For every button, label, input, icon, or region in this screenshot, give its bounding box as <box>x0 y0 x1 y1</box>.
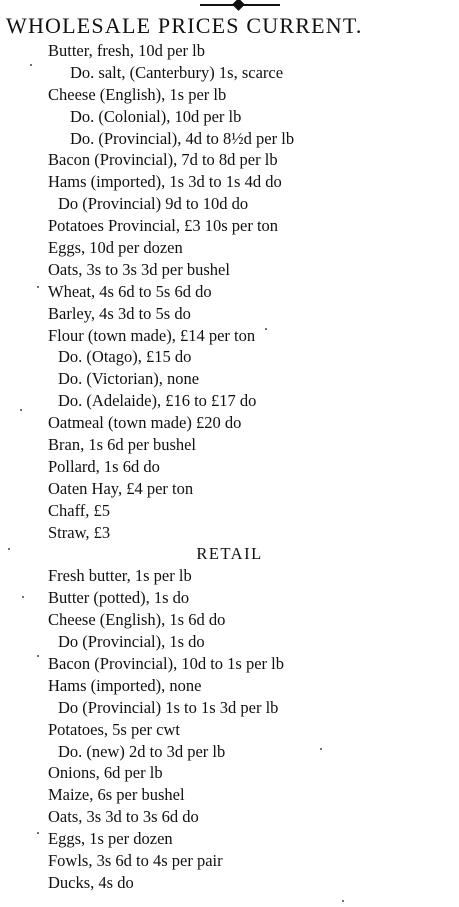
price-line: Butter (potted), 1s do <box>48 588 190 608</box>
price-line: Oatmeal (town made) £20 do <box>48 413 242 433</box>
price-line: Do. (Provincial), 4d to 8½d per lb <box>70 128 295 148</box>
price-line: Oats, 3s 3d to 3s 6d do <box>48 807 199 827</box>
price-line: Do. (new) 2d to 3d per lb <box>58 741 226 761</box>
price-line: Potatoes Provincial, £3 10s per ton <box>48 216 279 236</box>
price-list <box>0 40 459 894</box>
price-line: Do (Provincial) 1s to 1s 3d per lb <box>58 697 279 717</box>
price-line: Cheese (English), 1s per lb <box>48 84 227 104</box>
print-speck <box>37 655 39 657</box>
price-line: Oaten Hay, £4 per ton <box>48 478 194 498</box>
price-line: Cheese (English), 1s 6d do <box>48 610 226 630</box>
price-line: Potatoes, 5s per cwt <box>48 719 180 739</box>
price-line: Ducks, 4s do <box>48 872 134 892</box>
price-line: Fresh butter, 1s per lb <box>48 566 192 586</box>
print-speck <box>22 596 24 598</box>
print-speck <box>20 409 22 411</box>
price-line: Bran, 1s 6d per bushel <box>48 435 197 455</box>
price-line: Do (Provincial) 9d to 10d do <box>58 194 249 214</box>
price-line: Wheat, 4s 6d to 5s 6d do <box>48 281 212 301</box>
price-line: Chaff, £5 <box>48 500 111 520</box>
price-line: Eggs, 1s per dozen <box>48 829 173 849</box>
price-line: Hams (imported), none <box>48 675 202 695</box>
print-speck <box>8 548 10 550</box>
price-line: Do. (Adelaide), £16 to £17 do <box>58 391 257 411</box>
price-line: Oats, 3s to 3s 3d per bushel <box>48 259 230 279</box>
print-speck <box>320 748 322 750</box>
print-speck <box>30 64 32 66</box>
print-speck <box>37 832 39 834</box>
price-line: Butter, fresh, 10d per lb <box>48 41 205 60</box>
price-line: Do. (Otago), £15 do <box>58 347 192 367</box>
price-line: Fowls, 3s 6d to 4s per pair <box>48 850 223 870</box>
price-line: Do. (Victorian), none <box>58 369 200 389</box>
print-speck <box>37 286 39 288</box>
price-line: Bacon (Provincial), 7d to 8d per lb <box>48 150 278 170</box>
price-line: Flour (town made), £14 per ton <box>48 325 256 345</box>
print-speck <box>265 328 267 330</box>
price-line: Hams (imported), 1s 3d to 1s 4d do <box>48 172 282 192</box>
retail-heading: RETAIL <box>196 544 263 564</box>
price-line: Eggs, 10d per dozen <box>48 238 183 258</box>
print-speck <box>342 900 344 902</box>
price-line: Barley, 4s 3d to 5s do <box>48 303 191 323</box>
price-line: Pollard, 1s 6d do <box>48 456 160 476</box>
page-title: WHOLESALE PRICES CURRENT. <box>6 13 363 38</box>
price-line: Do. (Colonial), 10d per lb <box>70 106 242 126</box>
price-line: Straw, £3 <box>48 522 111 542</box>
price-line: Do. salt, (Canterbury) 1s, scarce <box>70 62 284 82</box>
price-line: Bacon (Provincial), 10d to 1s per lb <box>48 653 284 673</box>
ornament-diamond <box>232 0 245 11</box>
price-line: Onions, 6d per lb <box>48 763 163 783</box>
price-line: Maize, 6s per bushel <box>48 785 185 805</box>
header-ornament <box>200 0 280 12</box>
price-line: Do (Provincial), 1s do <box>58 632 205 652</box>
